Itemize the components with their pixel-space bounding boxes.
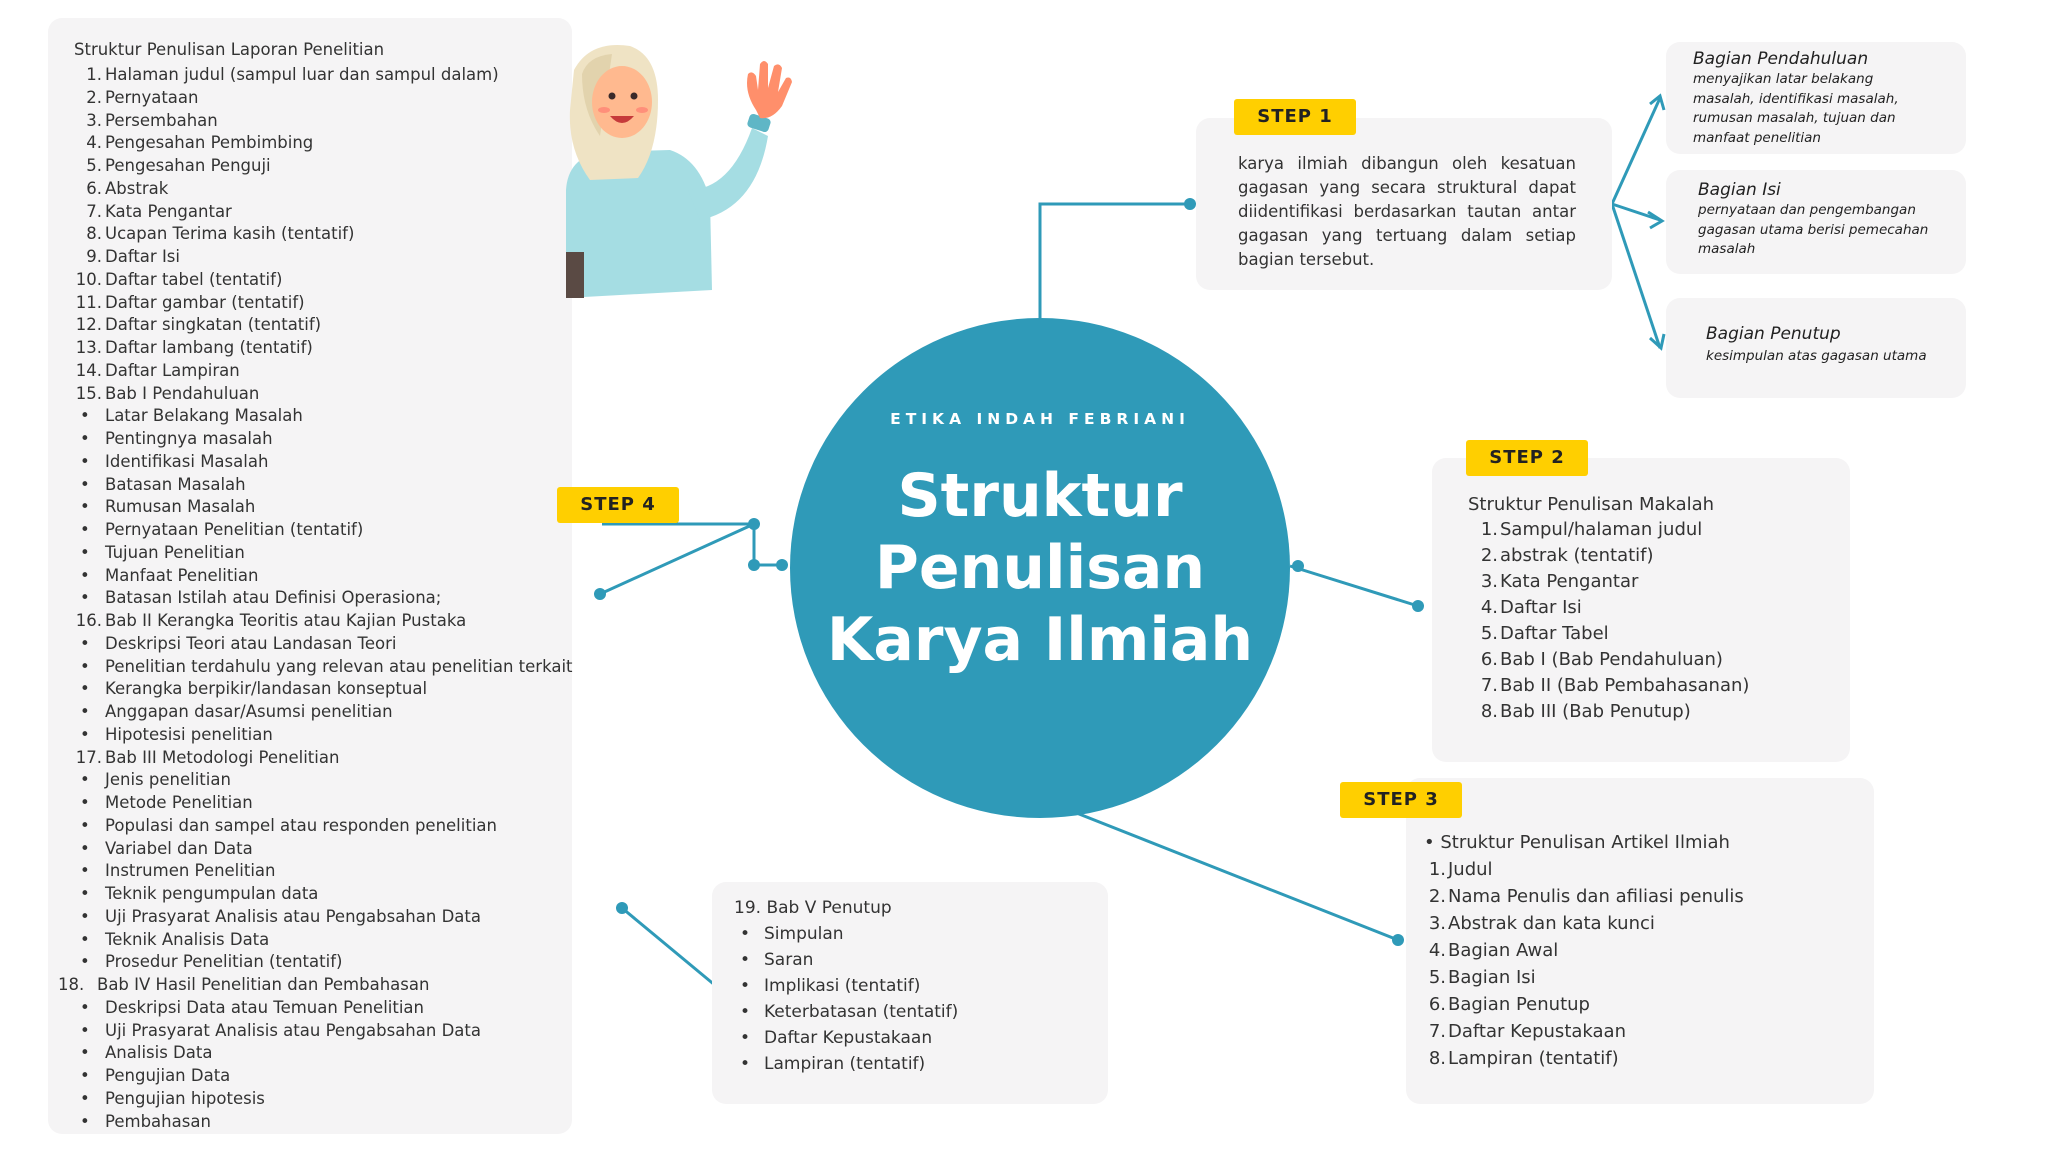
- list-item: [66, 360, 576, 383]
- list-text: Kata Pengantar: [1500, 571, 1639, 592]
- list-text: Manfaat Penelitian: [105, 565, 259, 585]
- list-item: [740, 973, 958, 999]
- list-marker: 9.: [86, 247, 102, 266]
- list-item: [1468, 699, 1749, 725]
- list-text: Daftar Isi: [105, 247, 180, 266]
- list-item: [740, 947, 958, 973]
- list-marker: 4.: [1428, 940, 1446, 961]
- list-marker: •: [80, 1020, 90, 1040]
- list-item: [66, 1042, 576, 1065]
- list-text: Kata Pengantar: [105, 201, 232, 221]
- list-item: [66, 792, 576, 815]
- list-text: Nama Penulis dan afiliasi penulis: [1448, 886, 1744, 907]
- list-item: [740, 1051, 958, 1077]
- list-item: [740, 921, 958, 947]
- artikel-title-text: Struktur Penulisan Artikel Ilmiah: [1440, 832, 1730, 853]
- list-item: [66, 451, 576, 474]
- list-marker: 3.: [86, 110, 102, 130]
- list-marker: •: [80, 656, 90, 676]
- list-text: Pernyataan: [105, 87, 199, 107]
- list-text: Batasan Masalah: [105, 474, 246, 494]
- list-text: Pembahasan: [105, 1111, 211, 1131]
- list-text: abstrak (tentatif): [1500, 545, 1654, 566]
- list-marker: •: [740, 924, 751, 944]
- list-text: Populasi dan sampel atau responden penelitian: [105, 815, 497, 835]
- list-item: [66, 656, 576, 679]
- list-item: [66, 110, 576, 133]
- list-item: [66, 178, 576, 201]
- list-item: [1424, 883, 1744, 910]
- list-text: Bab III Metodologi Penelitian: [105, 747, 340, 767]
- list-text: Bab III (Bab Penutup): [1500, 701, 1691, 722]
- list-text: Bagian Penutup: [1448, 994, 1590, 1015]
- list-marker: 14.: [75, 360, 102, 380]
- list-text: Uji Prasyarat Analisis atau Pengabsahan Data: [105, 1020, 481, 1040]
- list-marker: 5.: [1428, 967, 1446, 988]
- list-text: Analisis Data: [105, 1043, 213, 1063]
- main-title: [790, 460, 1290, 676]
- list-item: [66, 405, 576, 428]
- list-marker: •: [80, 520, 90, 539]
- list-marker: •: [80, 884, 90, 903]
- step2-label: STEP 2: [1466, 440, 1588, 476]
- list-text: Teknik pengumpulan data: [105, 884, 319, 903]
- list-marker: •: [80, 1066, 90, 1085]
- laporan-title: Struktur Penulisan Laporan Penelitian: [74, 40, 385, 59]
- list-marker: 3.: [1480, 571, 1498, 592]
- list-item: [66, 951, 576, 974]
- list-text: Pernyataan Penelitian (tentatif): [105, 520, 364, 539]
- list-item: [1468, 517, 1749, 543]
- list-text: Keterbatasan (tentatif): [764, 1002, 959, 1022]
- main-title-line: Penulisan: [874, 533, 1206, 603]
- list-marker: •: [80, 451, 90, 471]
- list-text: Sampul/halaman judul: [1500, 519, 1703, 540]
- list-item: [66, 474, 576, 497]
- list-item: [1468, 569, 1749, 595]
- list-text: Pengesahan Pembimbing: [105, 133, 314, 153]
- list-marker: •: [80, 1111, 90, 1131]
- list-marker: •: [740, 1002, 751, 1022]
- list-marker: 5.: [1480, 623, 1498, 644]
- list-text: Uji Prasyarat Analisis atau Pengabsahan Data: [105, 906, 481, 926]
- main-title-line: Struktur: [897, 461, 1183, 531]
- list-item: [1468, 543, 1749, 569]
- list-marker: 6.: [86, 178, 102, 198]
- makalah-list: [1468, 517, 1749, 725]
- list-marker: 17.: [75, 747, 102, 767]
- list-item: [1424, 964, 1744, 991]
- list-text: Metode Penelitian: [105, 793, 253, 812]
- list-text: Identifikasi Masalah: [105, 451, 269, 471]
- list-marker: 15.: [75, 383, 102, 403]
- list-item: [1424, 856, 1744, 883]
- list-marker: •: [80, 565, 90, 585]
- woman-waving-illustration: [560, 40, 810, 300]
- list-item: [66, 587, 576, 610]
- list-item: [66, 519, 576, 542]
- list-text: Bab II Kerangka Teoritis atau Kajian Pustaka: [105, 611, 467, 630]
- list-text: Pengesahan Penguji: [105, 156, 271, 175]
- list-marker: •: [80, 633, 90, 653]
- list-text: Pengujian Data: [105, 1066, 231, 1085]
- list-marker: •: [80, 997, 90, 1017]
- list-marker: •: [80, 1088, 90, 1108]
- info-title: Bagian Pendahuluan: [1693, 49, 1869, 69]
- list-marker: 12.: [75, 315, 102, 335]
- bab5-title: 19. Bab V Penutup: [734, 898, 892, 918]
- list-marker: 4.: [86, 133, 102, 153]
- list-marker: •: [80, 679, 90, 699]
- list-text: Daftar tabel (tentatif): [105, 269, 283, 289]
- list-marker: •: [80, 497, 90, 517]
- info-body: menyajikan latar belakang masalah, identifikasi masalah, rumusan masalah, tujuan dan manfaat penelitian: [1693, 71, 1899, 146]
- list-marker: 7.: [86, 201, 102, 221]
- list-marker: 1.: [86, 65, 102, 84]
- list-item: [1468, 673, 1749, 699]
- list-marker: •: [80, 474, 90, 494]
- list-marker: •: [80, 429, 90, 448]
- list-marker: •: [80, 770, 90, 790]
- step3-label: STEP 3: [1340, 782, 1462, 818]
- list-item: [66, 747, 576, 770]
- list-item: [1468, 595, 1749, 621]
- list-item: [66, 383, 576, 406]
- list-text: Prosedur Penelitian (tentatif): [105, 952, 343, 972]
- list-text: Penelitian terdahulu yang relevan atau penelitian terkait: [105, 656, 573, 676]
- list-text: Bagian Awal: [1448, 940, 1559, 961]
- list-marker: •: [80, 406, 90, 426]
- step1-description: karya ilmiah dibangun oleh kesatuan gagasan yang secara struktural dapat diidentifikasi berdasarkan tautan antar gagasan yang tertuang dalam setiap bagian tersebut.: [1238, 154, 1576, 269]
- list-marker: 8.: [86, 224, 102, 244]
- list-item: [66, 724, 576, 747]
- list-item: [66, 155, 576, 178]
- list-marker: •: [740, 1054, 751, 1074]
- list-text: Halaman judul (sampul luar dan sampul dalam): [105, 65, 499, 84]
- list-marker: •: [80, 542, 90, 562]
- list-marker: 2.: [1428, 886, 1446, 907]
- list-marker: •: [80, 702, 90, 721]
- list-marker: 16.: [75, 611, 102, 630]
- step1-label: STEP 1: [1234, 99, 1356, 135]
- main-title-line: Karya Ilmiah: [826, 605, 1254, 675]
- list-item: [1468, 621, 1749, 647]
- list-item: [740, 1025, 958, 1051]
- list-item: [66, 496, 576, 519]
- info-body: pernyataan dan pengembangan gagasan utama berisi pemecahan masalah: [1698, 202, 1929, 257]
- list-text: Bab I (Bab Pendahuluan): [1500, 649, 1723, 670]
- list-marker: 1.: [1428, 859, 1446, 880]
- list-text: Bab I Pendahuluan: [105, 383, 260, 403]
- list-text: Daftar gambar (tentatif): [105, 292, 305, 312]
- artikel-title: • Struktur Penulisan Artikel Ilmiah: [1424, 832, 1730, 853]
- list-text: Batasan Istilah atau Definisi Operasiona;: [105, 588, 442, 608]
- list-item: [1468, 647, 1749, 673]
- list-item: [66, 223, 576, 246]
- list-text: Bagian Isi: [1448, 967, 1536, 988]
- list-item: [66, 542, 576, 565]
- makalah-title: Struktur Penulisan Makalah: [1468, 494, 1715, 515]
- list-item: [740, 999, 958, 1025]
- list-text: Daftar singkatan (tentatif): [105, 315, 322, 335]
- list-text: Variabel dan Data: [105, 838, 253, 858]
- bab5-list: [740, 921, 958, 1077]
- list-marker: 11.: [75, 292, 102, 312]
- list-marker: •: [740, 976, 751, 996]
- list-marker: •: [740, 1028, 751, 1048]
- list-marker: 7.: [1428, 1021, 1446, 1042]
- list-text: Daftar Isi: [1500, 597, 1582, 618]
- list-item: [1424, 910, 1744, 937]
- list-marker: •: [80, 588, 90, 608]
- list-text: Daftar Lampiran: [105, 360, 240, 380]
- list-text: Anggapan dasar/Asumsi penelitian: [105, 702, 393, 721]
- list-marker: •: [80, 952, 90, 972]
- list-text: Jenis penelitian: [105, 770, 231, 790]
- list-marker: 6.: [1428, 994, 1446, 1015]
- list-text: Daftar Tabel: [1500, 623, 1609, 644]
- list-item: [58, 974, 576, 997]
- list-item: [66, 838, 576, 861]
- list-text: Persembahan: [105, 110, 218, 130]
- list-marker: 18.: [58, 975, 85, 994]
- list-text: Deskripsi Data atau Temuan Penelitian: [105, 997, 424, 1017]
- list-item: [66, 87, 576, 110]
- list-marker: 7.: [1480, 675, 1498, 696]
- list-text: Instrumen Penelitian: [105, 861, 276, 881]
- list-item: [66, 337, 576, 360]
- info-title: Bagian Isi: [1698, 180, 1781, 200]
- list-item: [66, 64, 576, 87]
- list-item: [1424, 991, 1744, 1018]
- list-text: Daftar Kepustakaan: [1448, 1021, 1626, 1042]
- list-item: [66, 201, 576, 224]
- list-item: [66, 997, 576, 1020]
- list-item: [1424, 937, 1744, 964]
- info-title: Bagian Penutup: [1706, 324, 1841, 344]
- list-item: [1424, 1018, 1744, 1045]
- list-text: Saran: [764, 950, 814, 970]
- info-body: kesimpulan atas gagasan utama: [1706, 348, 1927, 364]
- list-text: Pengujian hipotesis: [105, 1088, 265, 1108]
- list-marker: •: [80, 1043, 90, 1063]
- list-text: Bab IV Hasil Penelitian dan Pembahasan: [97, 975, 430, 994]
- list-text: Ucapan Terima kasih (tentatif): [105, 224, 355, 244]
- list-marker: 8.: [1480, 701, 1498, 722]
- list-item: [66, 428, 576, 451]
- list-item: [66, 565, 576, 588]
- list-text: Rumusan Masalah: [105, 497, 256, 517]
- list-text: Implikasi (tentatif): [764, 976, 921, 996]
- list-item: [66, 701, 576, 724]
- author-name: ETIKA INDAH FEBRIANI: [890, 410, 1190, 428]
- list-item: [66, 1111, 576, 1134]
- list-text: Deskripsi Teori atau Landasan Teori: [105, 633, 397, 653]
- list-marker: •: [80, 838, 90, 858]
- list-marker: 2.: [86, 87, 102, 107]
- list-item: [66, 860, 576, 883]
- list-item: [66, 633, 576, 656]
- list-marker: 2.: [1480, 545, 1498, 566]
- list-item: [66, 929, 576, 952]
- list-marker: 3.: [1428, 913, 1446, 934]
- list-item: [66, 246, 576, 269]
- list-text: Tujuan Penelitian: [105, 542, 245, 562]
- list-text: Judul: [1448, 859, 1493, 880]
- list-item: [66, 906, 576, 929]
- list-marker: •: [80, 929, 90, 949]
- list-marker: •: [80, 815, 90, 835]
- list-item: [1424, 1045, 1744, 1072]
- list-marker: •: [740, 950, 751, 970]
- list-marker: 8.: [1428, 1048, 1446, 1069]
- list-marker: 5.: [86, 156, 102, 175]
- list-item: [66, 314, 576, 337]
- list-item: [66, 1088, 576, 1111]
- artikel-list: [1424, 856, 1744, 1072]
- list-text: Lampiran (tentatif): [764, 1054, 926, 1074]
- list-marker: 10.: [75, 269, 102, 289]
- list-text: Pentingnya masalah: [105, 429, 273, 448]
- list-marker: 6.: [1480, 649, 1498, 670]
- list-text: Abstrak: [105, 178, 169, 198]
- list-marker: •: [80, 861, 90, 881]
- list-text: Daftar Kepustakaan: [764, 1028, 933, 1048]
- list-item: [66, 610, 576, 633]
- list-text: Kerangka berpikir/landasan konseptual: [105, 679, 428, 699]
- list-item: [66, 292, 576, 315]
- list-item: [66, 815, 576, 838]
- list-item: [66, 1065, 576, 1088]
- list-item: [66, 678, 576, 701]
- list-text: Latar Belakang Masalah: [105, 406, 303, 426]
- list-marker: •: [80, 724, 90, 744]
- list-item: [66, 132, 576, 155]
- list-text: Abstrak dan kata kunci: [1448, 913, 1655, 934]
- list-text: Hipotesisi penelitian: [105, 724, 273, 744]
- list-text: Simpulan: [764, 924, 844, 944]
- list-text: Daftar lambang (tentatif): [105, 338, 313, 357]
- list-text: Bab II (Bab Pembahasanan): [1500, 675, 1750, 696]
- list-item: [66, 269, 576, 292]
- list-marker: 4.: [1480, 597, 1498, 618]
- list-text: Lampiran (tentatif): [1448, 1048, 1619, 1069]
- list-item: [66, 769, 576, 792]
- list-text: Teknik Analisis Data: [105, 929, 270, 949]
- list-item: [66, 1020, 576, 1043]
- list-marker: 1.: [1480, 519, 1498, 540]
- list-item: [66, 883, 576, 906]
- list-marker: 13.: [75, 338, 102, 357]
- step4-label: STEP 4: [557, 487, 679, 523]
- laporan-list: [58, 64, 576, 1133]
- list-marker: •: [80, 906, 90, 926]
- list-marker: •: [80, 793, 90, 812]
